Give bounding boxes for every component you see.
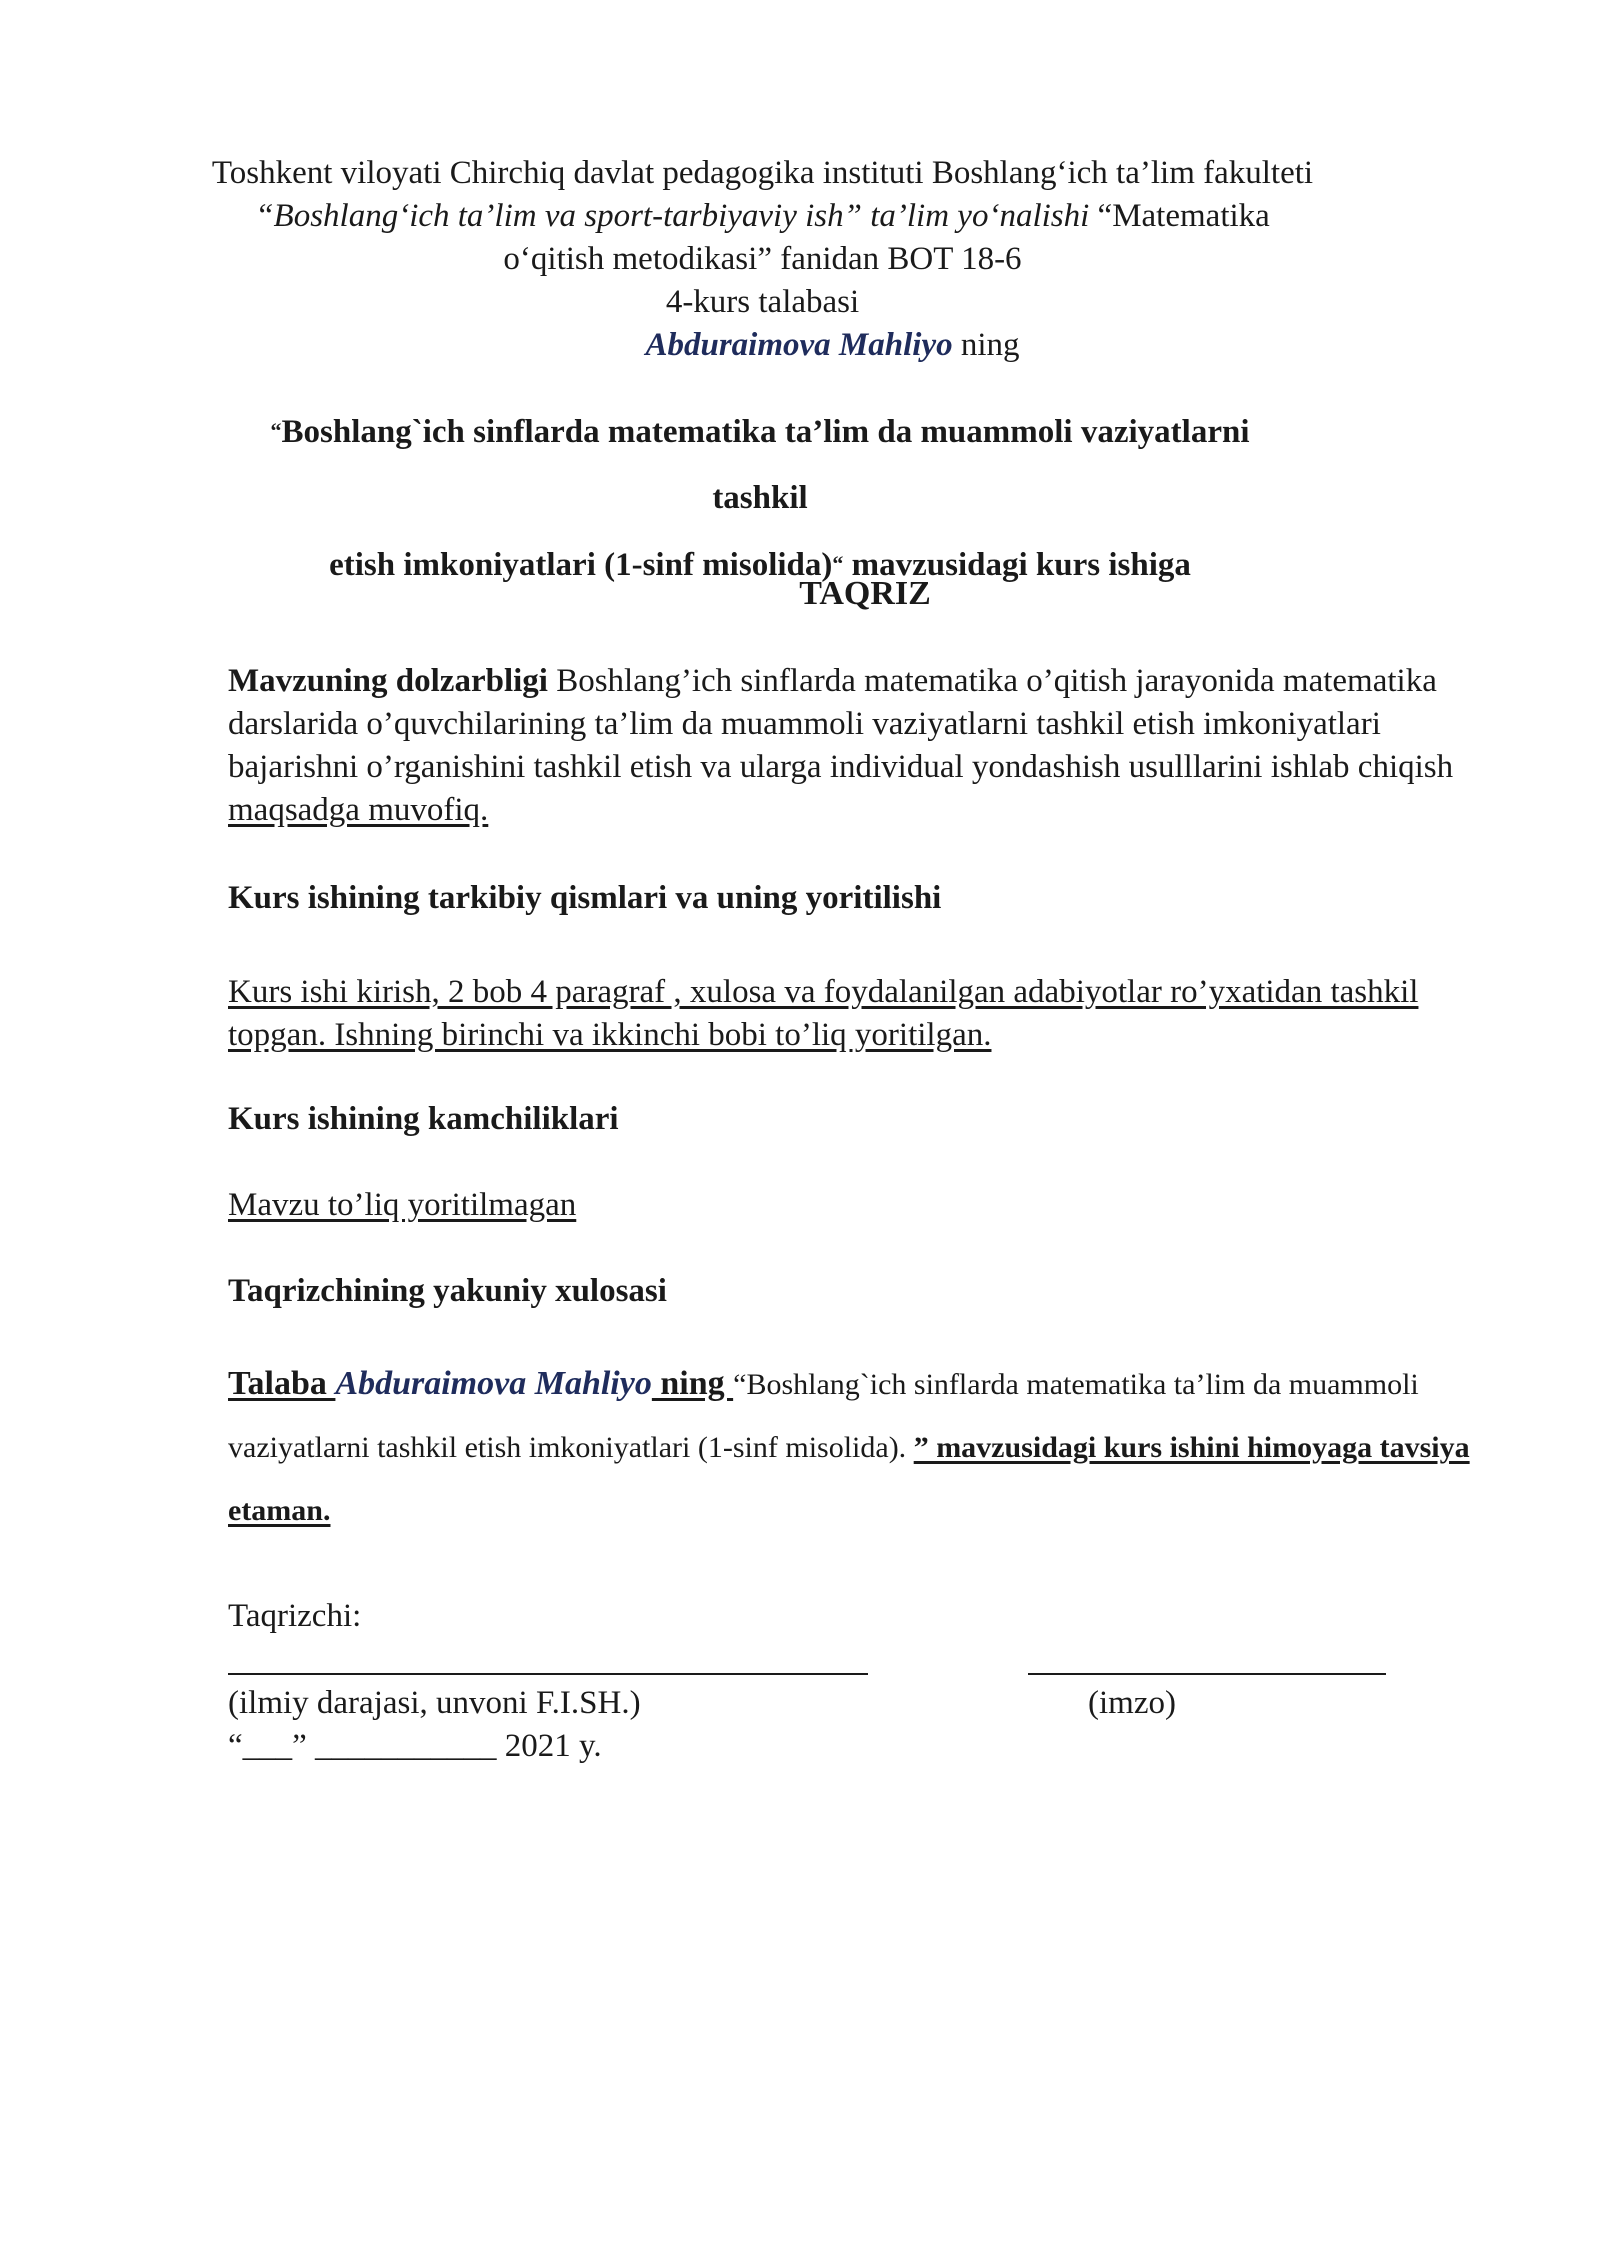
- header-direction-italic: “Boshlang‘ich ta’lim va sport-tarbiyaviy ish” ta’lim yo‘nalishi: [255, 198, 1090, 234]
- course-work-topic: [228, 398, 1292, 598]
- signature-caption: (imzo): [1088, 1685, 1176, 1721]
- conclusion-student-name: Abduraimova Mahliyo: [335, 1365, 652, 1402]
- student-name: Abduraimova Mahliyo: [645, 327, 953, 363]
- topic-line2: etish imkoniyatlari (1-sinf misolida): [329, 547, 833, 583]
- conclusion-heading: Taqrizchining yakuniy xulosasi: [228, 1273, 667, 1309]
- header-institute: Toshkent viloyati Chirchiq davlat pedagogika instituti Boshlang‘ich ta’lim fakulteti: [211, 155, 1314, 191]
- conclusion-lead: Talaba: [228, 1365, 336, 1402]
- header-student: [200, 324, 1325, 367]
- relevance-heading: Mavzuning dolzarbligi: [228, 663, 548, 699]
- topic-close-quote: “: [832, 551, 844, 576]
- reviewer-name-line: [228, 1673, 868, 1675]
- conclusion-topic: “Boshlang`ich sinflarda matematika ta’lim da muammoli vaziyatlarni tashkil etish imkoniyatlari (1-sinf misolida).: [228, 1368, 1419, 1464]
- shortcomings-heading: Kurs ishining kamchiliklari: [228, 1101, 619, 1137]
- reviewer-label: Taqrizchi:: [228, 1598, 362, 1634]
- relevance-section: [228, 660, 1498, 832]
- topic-line2-rest: mavzusidagi kurs ishiga: [843, 547, 1191, 583]
- date-line: “___” ___________ 2021 y.: [228, 1728, 602, 1764]
- student-suffix: ning: [952, 327, 1020, 363]
- reviewer-name-caption: (ilmiy darajasi, unvoni F.I.SH.): [228, 1685, 641, 1721]
- conclusion-ending: ” mavzusidagi kurs ishini himoyaga tavsiya etaman.: [228, 1431, 1470, 1527]
- header-direction-rest: “Matematika: [1089, 198, 1270, 234]
- structure-heading: Kurs ishining tarkibiy qismlari va uning yoritilishi: [228, 880, 942, 916]
- shortcomings-text: Mavzu to’liq yoritilmagan: [228, 1187, 577, 1223]
- topic-open-quote: “: [270, 418, 282, 443]
- document-title: TAQRIZ: [799, 575, 931, 612]
- conclusion-paragraph: [228, 1352, 1498, 1542]
- header-course: 4-kurs talabasi: [665, 284, 860, 320]
- signature-line: [1028, 1673, 1386, 1675]
- conclusion-ning: ning: [651, 1365, 734, 1402]
- relevance-text: Boshlang’ich sinflarda matematika o’qitish jarayonida matematika darslarida o’quvchilarining ta’lim da muammoli vaziyatlarni tashkil etish imkoniyatlari bajarishni o’rganishini tashkil etish va ularga individual yondashish usulllarini ishlab chiqish: [228, 663, 1454, 785]
- document-header: [200, 152, 1325, 367]
- structure-text: Kurs ishi kirish, 2 bob 4 paragraf , xulosa va foydalanilgan adabiyotlar ro’yxatidan tashkil topgan. Ishning birinchi va ikkinchi bobi to’liq yoritilgan.: [228, 974, 1419, 1053]
- header-direction: [200, 195, 1325, 238]
- topic-line1: Boshlang`ich sinflarda matematika ta’lim da muammoli vaziyatlarni tashkil: [281, 414, 1250, 516]
- header-subject: o‘qitish metodikasi” fanidan BOT 18-6: [503, 241, 1022, 277]
- relevance-underlined: maqsadga muvofiq.: [228, 792, 489, 828]
